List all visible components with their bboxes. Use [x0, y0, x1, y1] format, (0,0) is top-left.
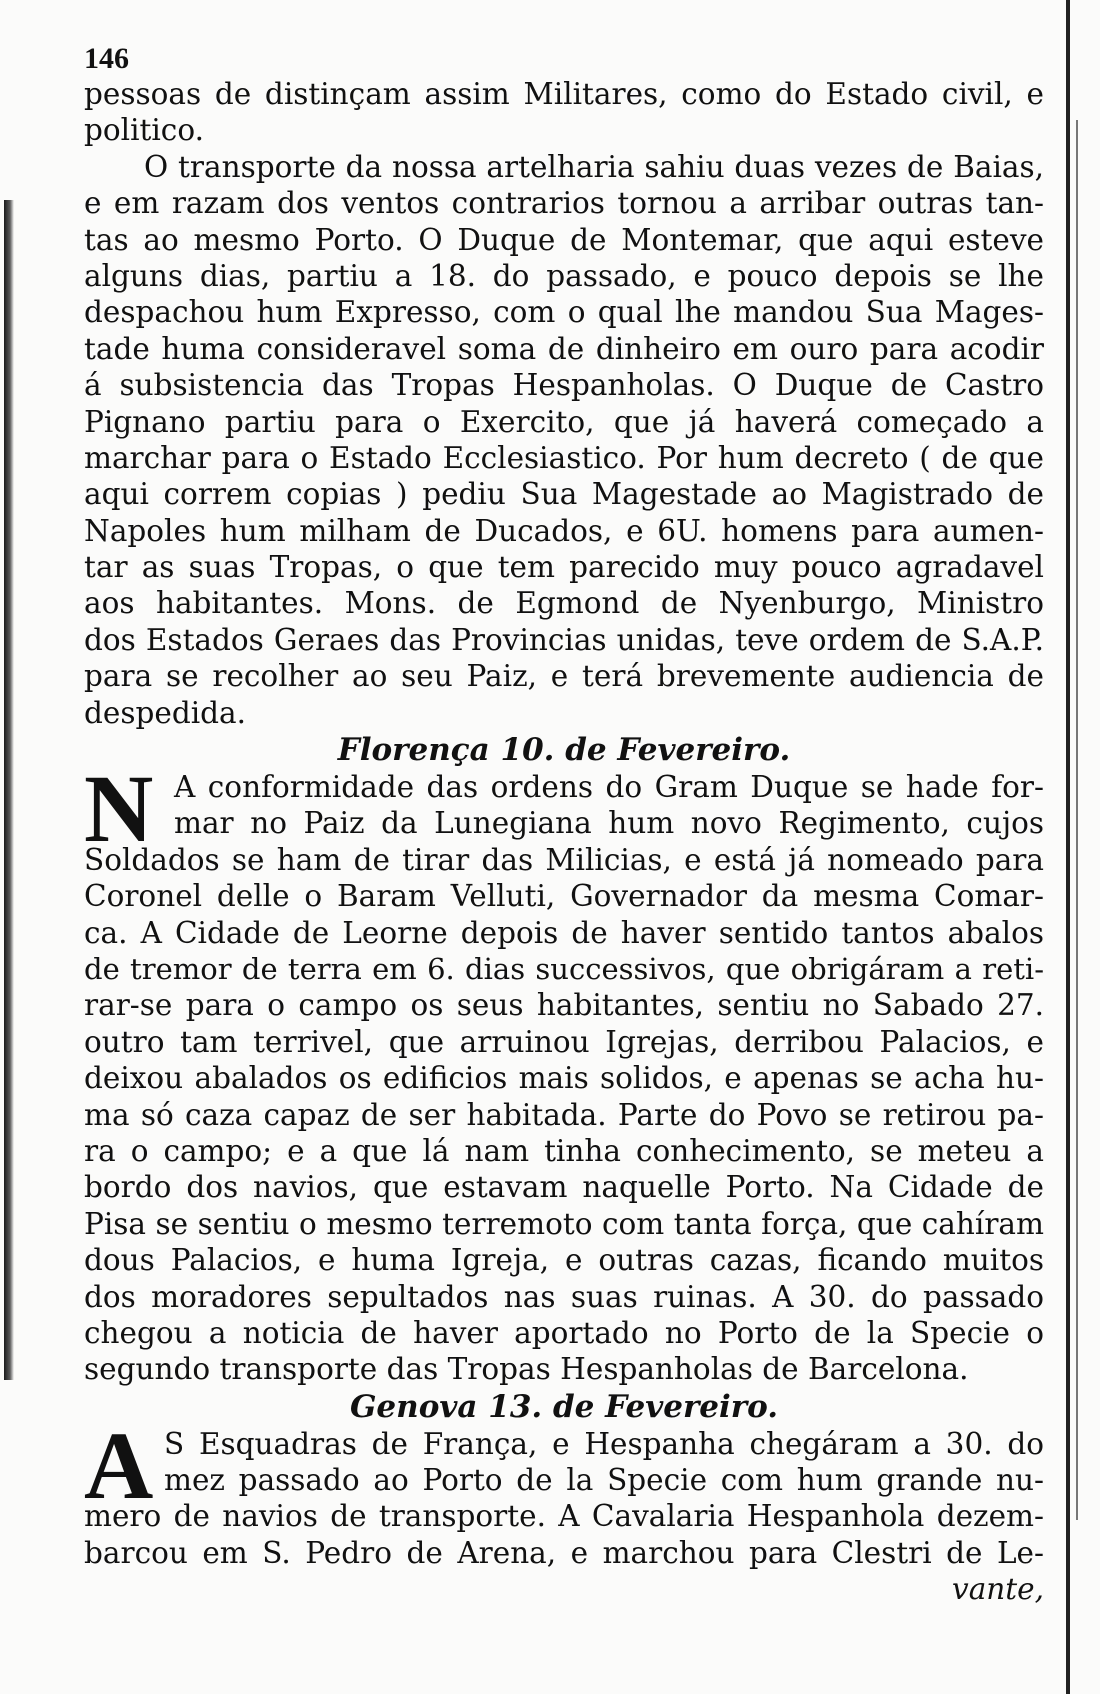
- dateline-heading-florenca: Florença 10. de Fevereiro.: [337, 732, 791, 769]
- text-line: marchar para o Estado Ecclesiastico. Por hum decreto ( de que: [84, 440, 1044, 475]
- text-line: tar as suas Tropas, o que tem parecido muy pouco agradavel: [84, 550, 1044, 585]
- text-line: mero de navios de transporte. A Cavalaria Hespanhola dezem-: [84, 1499, 1044, 1534]
- paragraph-genova: [84, 1411, 1044, 1608]
- text-line: Pignano partiu para o Exercito, que já haverá começado a: [84, 404, 1044, 439]
- text-line: alguns dias, partiu a 18. do passado, e pouco depois se lhe: [84, 258, 1044, 293]
- text-line: dos moradores sepultados nas suas ruinas. A 30. do passado: [84, 1279, 1044, 1314]
- scan-edge-line-secondary: [1076, 120, 1078, 1520]
- text-line: ca. A Cidade de Leorne depois de haver sentido tantos abalos: [84, 915, 1044, 950]
- text-line: segundo transporte das Tropas Hespanholas de Barcelona.: [84, 1352, 969, 1387]
- text-line: tas ao mesmo Porto. O Duque de Montemar, que aqui esteve: [84, 222, 1044, 257]
- text-line: A conformidade das ordens do Gram Duque se hade for-: [174, 770, 1044, 805]
- scan-binding-shadow: [4, 200, 14, 1380]
- text-line: de tremor de terra em 6. dias successivos, que obrigáram a reti-: [84, 951, 1044, 986]
- text-block: [84, 42, 1044, 1608]
- drop-cap: N: [84, 755, 154, 863]
- text-line: mar no Paiz da Lunegiana hum novo Regimento, cujos: [174, 806, 1044, 841]
- intro-paragraph: [84, 76, 1044, 149]
- text-line: S Esquadras de França, e Hespanha chegáram a 30. do: [164, 1426, 1044, 1461]
- text-line: ra o campo; e a que lá nam tinha conhecimento, se meteu a: [84, 1133, 1044, 1168]
- text-line: e em razam dos ventos contrarios tornou a arribar outras tan-: [84, 186, 1044, 221]
- drop-cap: A: [84, 1411, 154, 1519]
- text-line: despachou hum Expresso, com o qual lhe mandou Sua Mages-: [84, 295, 1044, 330]
- text-line: bordo dos navios, que estavam naquelle Porto. Na Cidade de: [84, 1170, 1044, 1205]
- text-line: politico.: [84, 113, 204, 148]
- text-line: despedida.: [84, 695, 246, 730]
- text-line: aos habitantes. Mons. de Egmond de Nyenburgo, Ministro: [84, 586, 1044, 621]
- text-line: tade huma consideravel soma de dinheiro em ouro para acodir: [84, 331, 1044, 366]
- text-line: rar-se para o campo os seus habitantes, sentiu no Sabado 27.: [84, 988, 1044, 1023]
- page-number: 146: [84, 42, 129, 75]
- text-line: para se recolher ao seu Paiz, e terá brevemente audiencia de: [84, 659, 1044, 694]
- paragraph-florenca: [84, 755, 1044, 1388]
- text-line: aqui correm copias ) pediu Sua Magestade ao Magistrado de: [84, 477, 1044, 512]
- text-line: outro tam terrivel, que arruinou Igrejas, derribou Palacios, e: [84, 1024, 1044, 1059]
- text-line: mez passado ao Porto de la Specie com hum grande nu-: [164, 1463, 1044, 1498]
- paragraph-napoles: [84, 149, 1044, 731]
- text-line: Pisa se sentiu o mesmo terremoto com tanta força, que cahíram: [84, 1206, 1044, 1241]
- text-line: á subsistencia das Tropas Hespanholas. O Duque de Castro: [84, 368, 1044, 403]
- dateline-heading-genova: Genova 13. de Fevereiro.: [349, 1388, 779, 1425]
- text-line: Soldados se ham de tirar das Milicias, e está já nomeado para: [84, 842, 1044, 877]
- text-line: pessoas de distinçam assim Militares, como do Estado civil, e: [84, 77, 1044, 111]
- text-line: barcou em S. Pedro de Arena, e marchou para Clestri de Le-: [84, 1535, 1044, 1570]
- text-line: chegou a noticia de haver aportado no Porto de la Specie o: [84, 1315, 1044, 1350]
- text-line: O transporte da nossa artelharia sahiu duas vezes de Baias,: [144, 149, 1044, 184]
- catchword: vante,: [952, 1572, 1044, 1607]
- scan-edge-line: [1066, 0, 1070, 1694]
- text-line: ma só caza capaz de ser habitada. Parte do Povo se retirou pa-: [84, 1097, 1044, 1132]
- text-line: dos Estados Geraes das Provincias unidas, teve ordem de S.A.P.: [84, 622, 1044, 657]
- text-line: dous Palacios, e huma Igreja, e outras cazas, ficando muitos: [84, 1243, 1044, 1278]
- text-line: deixou abalados os edificios mais solidos, e apenas se acha hu-: [84, 1061, 1044, 1096]
- text-line: Coronel delle o Baram Velluti, Governador da mesma Comar-: [84, 879, 1044, 914]
- text-line: Napoles hum milham de Ducados, e 6U. homens para aumen-: [84, 513, 1044, 548]
